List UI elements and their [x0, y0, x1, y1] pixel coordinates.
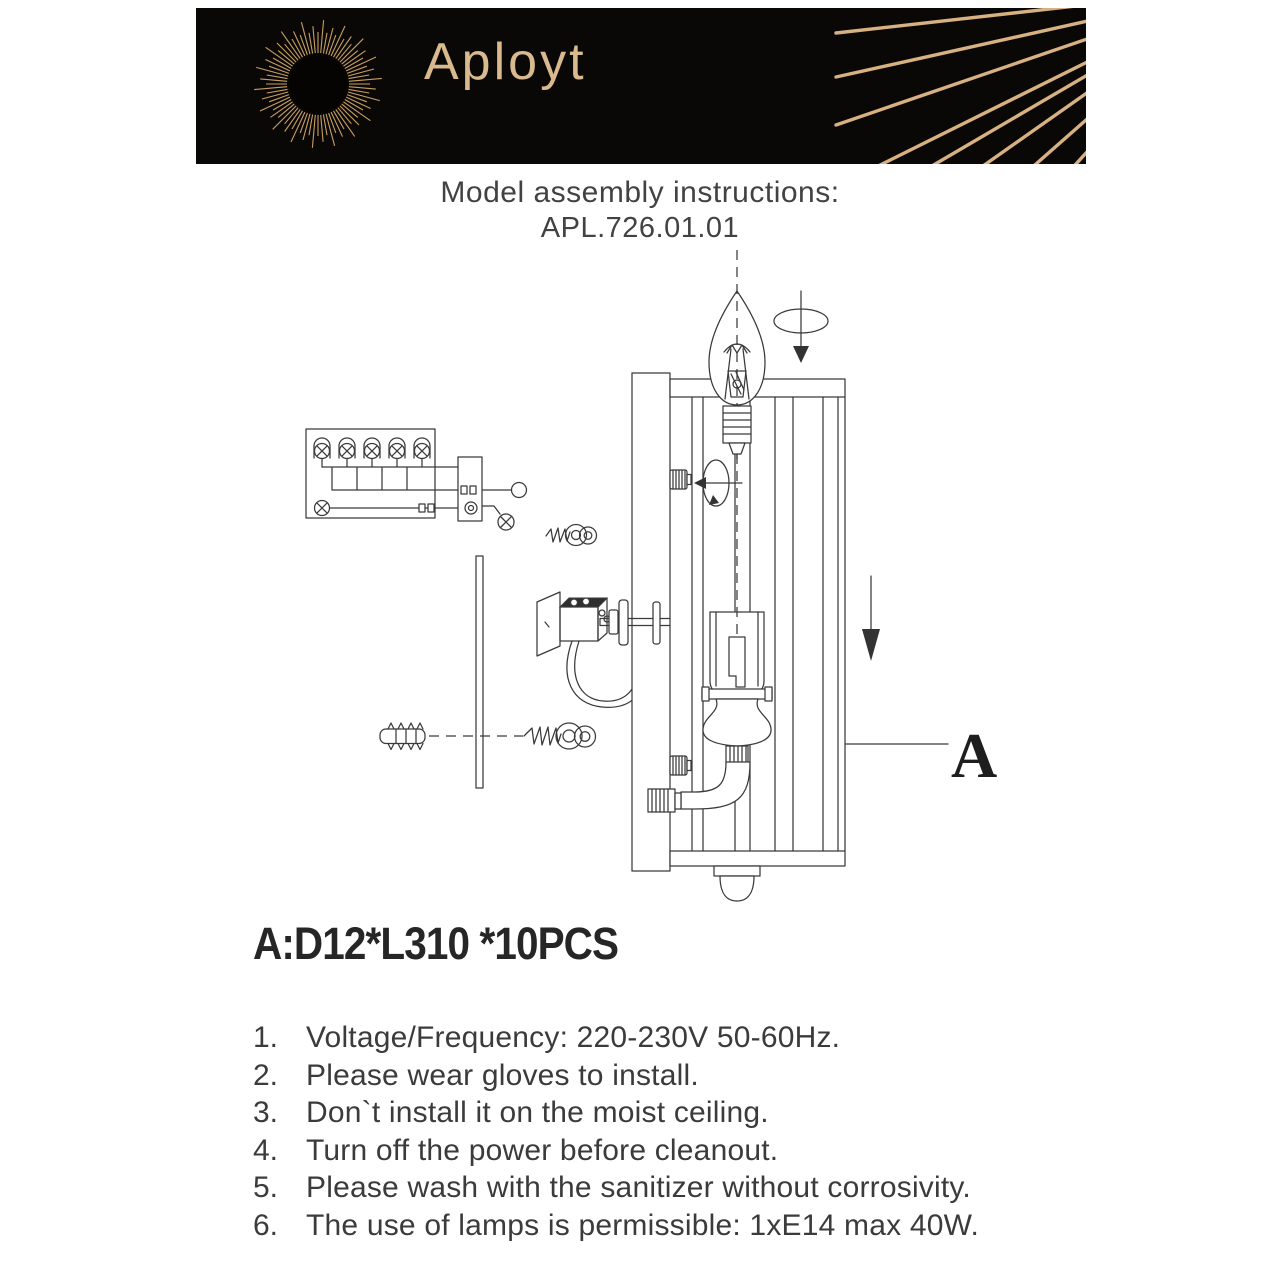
screw-washer-top: [546, 525, 597, 546]
item-number: 5.: [253, 1171, 279, 1204]
brand-banner: [196, 8, 1086, 164]
instruction-item: [253, 1021, 979, 1059]
item-text: Turn off the power before cleanout.: [306, 1133, 779, 1167]
wall-anchor: [380, 723, 425, 750]
instruction-item: [253, 1134, 979, 1172]
instruction-list: [253, 1021, 979, 1246]
slide-down-arrow-icon: [862, 576, 880, 661]
model-number: APL.726.01.01: [540, 212, 740, 244]
assembly-diagram: [250, 245, 1030, 915]
junction-assembly: [537, 592, 646, 707]
item-text: The use of lamps is permissible: 1xE14 max 40W.: [306, 1208, 980, 1242]
part-label: A: [951, 720, 998, 791]
sunburst-center: [289, 55, 347, 113]
instruction-item: [253, 1059, 979, 1097]
rotate-bulb-icon: [774, 291, 828, 363]
item-number: 6.: [253, 1208, 279, 1242]
item-number: 2.: [253, 1058, 279, 1092]
page-title: Model assembly instructions:: [440, 176, 840, 209]
item-number: 1.: [253, 1021, 279, 1054]
instruction-item: [253, 1171, 979, 1209]
bottom-finial: [714, 866, 760, 901]
thumbscrew-bottom: [670, 756, 691, 775]
item-text: Don`t install it on the moist ceiling.: [306, 1096, 769, 1129]
bulb-base-e14: [723, 406, 751, 459]
instruction-item: [253, 1209, 979, 1247]
instruction-item: [253, 1096, 979, 1134]
brand-name: Aployt: [424, 33, 587, 91]
screw-washer-bottom: [524, 723, 596, 749]
item-number: 4.: [253, 1133, 279, 1167]
item-text: Please wash with the sanitizer without corrosivity.: [306, 1171, 971, 1204]
banner-art: [196, 8, 1086, 164]
item-text: Please wear gloves to install.: [306, 1058, 699, 1092]
item-text: Voltage/Frequency: 220-230V 50-60Hz.: [306, 1021, 841, 1054]
wiring-schematic: [306, 429, 527, 530]
wall-section: [476, 556, 483, 788]
thumbscrew-top: [670, 470, 691, 489]
dimension-spec: A:D12*L310 *10PCS: [253, 918, 619, 969]
item-number: 3.: [253, 1096, 279, 1129]
